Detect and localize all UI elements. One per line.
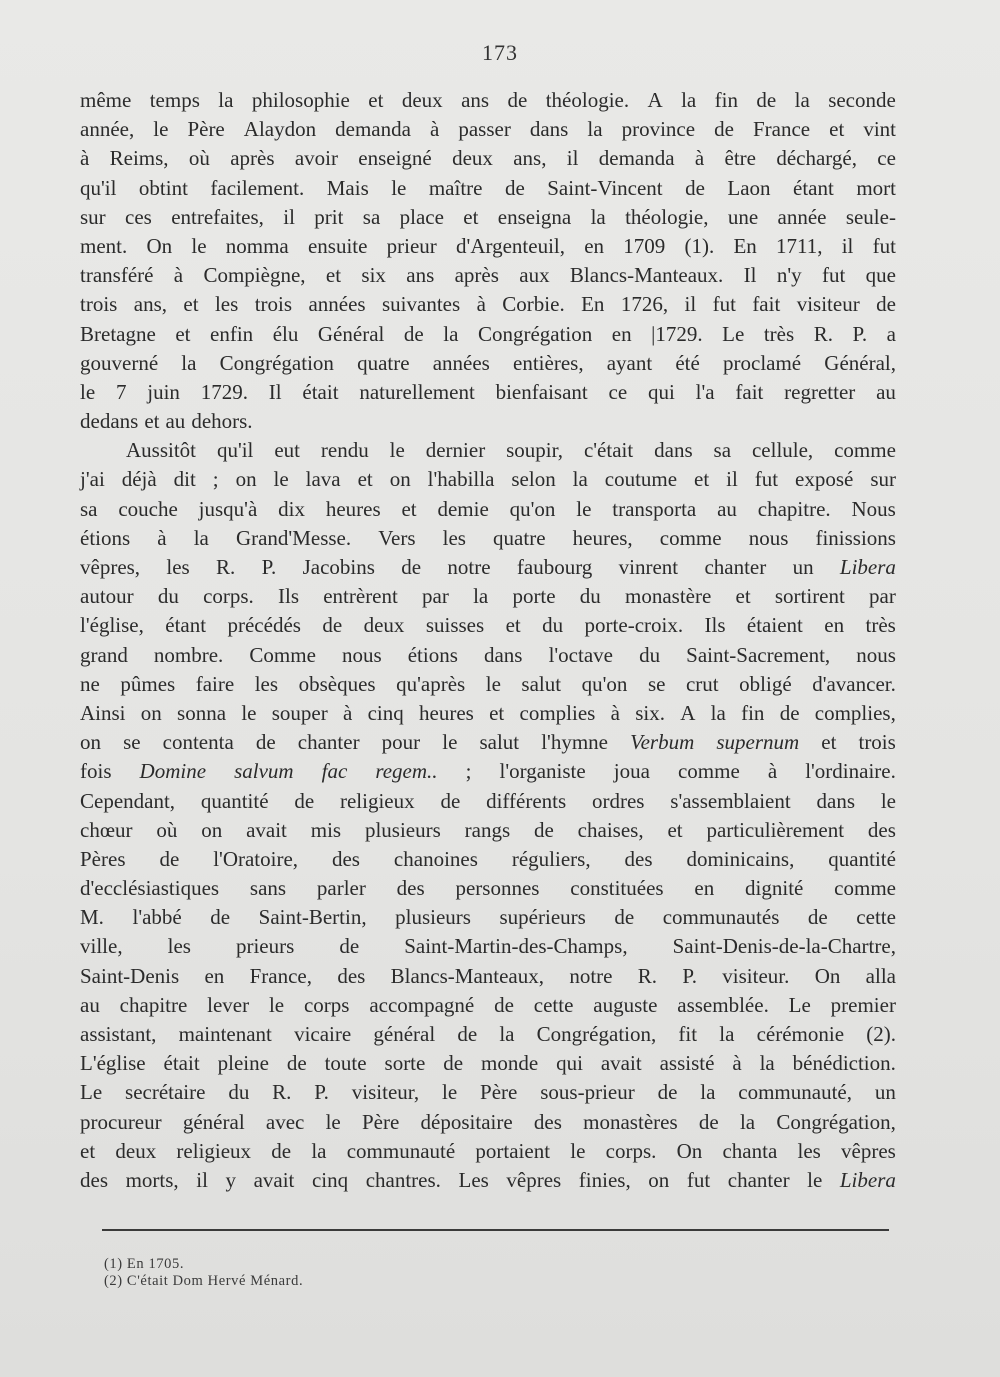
text-line: Aussitôt qu'il eut rendu le dernier soupir, c'était dans sa cellule, comme	[126, 438, 896, 463]
page-number: 173	[482, 40, 518, 65]
text-line: grand nombre. Comme nous étions dans l'octave du Saint-Sacrement, nous	[80, 642, 896, 667]
footnote: (1) En 1705.	[104, 1256, 185, 1272]
text-line: assistant, maintenant vicaire général de la Congrégation, fit la cérémonie (2).	[80, 1022, 896, 1046]
text-line: l'église, étant précédés de deux suisses et du porte-croix. Ils étaient en très	[80, 613, 896, 638]
text-line: autour du corps. Ils entrèrent par la porte du monastère et sortirent par	[80, 584, 896, 609]
text-line: ment. On le nomma ensuite prieur d'Argenteuil, en 1709 (1). En 1711, il fut	[80, 233, 896, 258]
text-line: ville, les prieurs de Saint-Martin-des-Champs, Saint-Denis-de-la-Chartre,	[80, 934, 896, 959]
text-line: procureur général avec le Père dépositaire des monastères de la Congrégation,	[80, 1109, 896, 1134]
text-line: vêpres, les R. P. Jacobins de notre faubourg vinrent chanter un Libera	[80, 555, 896, 579]
text-line: Le secrétaire du R. P. visiteur, le Père sous-prieur de la communauté, un	[80, 1080, 896, 1105]
text-line: L'église était pleine de toute sorte de monde qui avait assisté à la bénédiction.	[80, 1051, 896, 1076]
footnote-separator	[102, 1229, 889, 1231]
text-line: on se contenta de chanter pour le salut l'hymne Verbum supernum et trois	[80, 730, 896, 755]
text-line: ne pûmes faire les obsèques qu'après le salut qu'on se crut obligé d'avancer.	[80, 671, 896, 696]
text-line: trois ans, et les trois années suivantes à Corbie. En 1726, il fut fait visiteur de	[80, 292, 896, 317]
text-line: étions à la Grand'Messe. Vers les quatre heures, comme nous finissions	[80, 525, 896, 550]
text-line: sur ces entrefaites, il prit sa place et enseigna la théologie, une année seule-	[80, 204, 896, 229]
text-line: à Reims, où après avoir enseigné deux ans, il demanda à être déchargé, ce	[80, 146, 896, 171]
text-line: fois Domine salvum fac regem.. ; l'organiste joua comme à l'ordinaire.	[80, 759, 896, 784]
text-line: M. l'abbé de Saint-Bertin, plusieurs supérieurs de communautés de cette	[80, 905, 896, 930]
text-line: Cependant, quantité de religieux de différents ordres s'assemblaient dans le	[80, 788, 896, 813]
text-line: au chapitre lever le corps accompagné de cette auguste assemblée. Le premier	[80, 992, 896, 1017]
footnote: (2) C'était Dom Hervé Ménard.	[104, 1273, 304, 1289]
text-line: des morts, il y avait cinq chantres. Les vêpres finies, on fut chanter le Libera	[80, 1167, 896, 1192]
text-line: dedans et au dehors.	[80, 409, 253, 434]
text-line: sa couche jusqu'à dix heures et demie qu'on le transporta au chapitre. Nous	[80, 496, 896, 521]
text-line: le 7 juin 1729. Il était naturellement bienfaisant ce qui l'a fait regretter au	[80, 379, 896, 404]
text-line: Bretagne et enfin élu Général de la Congrégation en |1729. Le très R. P. a	[80, 321, 896, 346]
text-line: Ainsi on sonna le souper à cinq heures et complies à six. A la fin de complies,	[80, 700, 896, 725]
body-text	[80, 86, 896, 1195]
text-line: chœur où on avait mis plusieurs rangs de chaises, et particulièrement des	[80, 817, 896, 842]
text-line: qu'il obtint facilement. Mais le maître de Saint-Vincent de Laon étant mort	[80, 175, 896, 200]
text-line: même temps la philosophie et deux ans de théologie. A la fin de la seconde	[80, 88, 896, 112]
text-line: et deux religieux de la communauté portaient le corps. On chanta les vêpres	[80, 1138, 896, 1163]
text-line: gouverné la Congrégation quatre années entières, ayant été proclamé Général,	[80, 350, 896, 375]
text-line: j'ai déjà dit ; on le lava et on l'habilla selon la coutume et il fut exposé sur	[80, 467, 896, 492]
text-line: année, le Père Alaydon demanda à passer dans la province de France et vint	[80, 117, 896, 142]
text-line: Saint-Denis en France, des Blancs-Manteaux, notre R. P. visiteur. On alla	[80, 963, 896, 988]
text-line: d'ecclésiastiques sans parler des personnes constituées en dignité comme	[80, 876, 896, 901]
text-line: Pères de l'Oratoire, des chanoines réguliers, des dominicains, quantité	[80, 846, 896, 871]
footnotes	[104, 1256, 303, 1290]
text-line: transféré à Compiègne, et six ans après aux Blancs-Manteaux. Il n'y fut que	[80, 263, 896, 288]
